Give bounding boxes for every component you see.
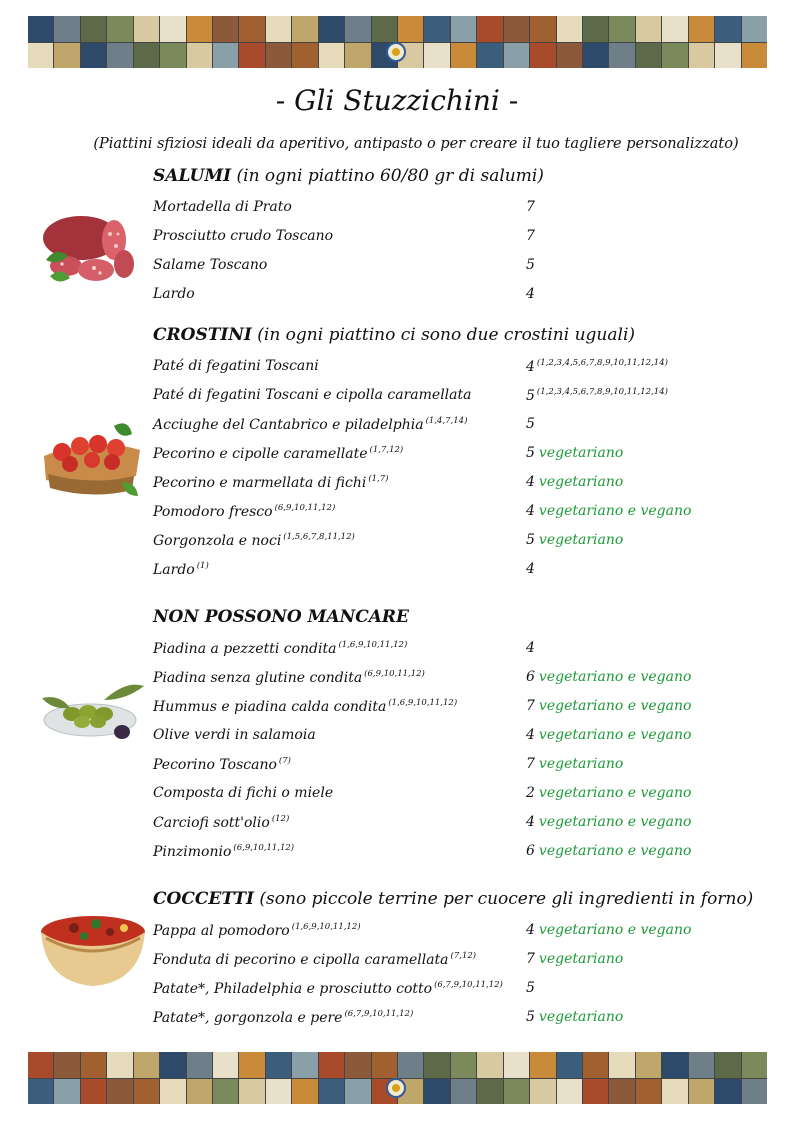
menu-item-name: Pomodoro fresco $^{(6,9,10,11,12)}$ (153, 503, 336, 520)
border-tile (239, 43, 264, 69)
border-tile (187, 43, 212, 69)
border-tile (345, 1052, 370, 1078)
border-tile (372, 16, 397, 42)
menu-item-name: Patate*, gorgonzola e pere $^{(6,7,9,10,11,12)}$ (153, 1009, 414, 1026)
border-tile (239, 1052, 264, 1078)
menu-item-price: 5 vegetariano (526, 532, 624, 548)
border-tile (134, 1079, 159, 1105)
menu-item-price: 4 (526, 640, 535, 656)
menu-item-name: Lardo $^{(1)}$ (153, 561, 209, 578)
diet-tag: vegetariano e vegano (538, 503, 692, 519)
menu-item-price: 4 $^{(1,2,3,4,5,6,7,8,9,10,11,12,14)}$ (526, 358, 668, 375)
border-tile (54, 1079, 79, 1105)
border-tile (372, 1052, 397, 1078)
menu-item-name: Gorgonzola e noci $^{(1,5,6,7,8,11,12)}$ (153, 532, 355, 549)
menu-item-price: 4 (526, 561, 535, 577)
border-tile (81, 43, 106, 69)
allergen-codes: (1,6,9,10,11,12) (291, 922, 361, 932)
menu-item-price: 5 (526, 980, 535, 996)
border-tile (742, 1079, 767, 1105)
menu-item-price: 6 vegetariano e vegano (526, 669, 692, 685)
border-tile (398, 16, 423, 42)
border-tile (28, 43, 53, 69)
menu-item-name: Paté di fegatini Toscani e cipolla caramellata (153, 387, 472, 403)
menu-item-price: 4 vegetariano e vegano (526, 814, 692, 830)
border-tile (689, 16, 714, 42)
border-tile (160, 1079, 185, 1105)
border-tile (54, 43, 79, 69)
menu-item-name: Patate*, Philadelphia e prosciutto cotto $^{(6,7,9,10,11,12)}$ (153, 980, 503, 997)
border-tile (636, 1052, 661, 1078)
border-tile (54, 16, 79, 42)
border-tile (609, 43, 634, 69)
salami-icon (36, 198, 136, 298)
menu-item-price: 4 vegetariano (526, 474, 624, 490)
border-tile (477, 1052, 502, 1078)
diet-tag: vegetariano e vegano (538, 669, 692, 685)
allergen-codes: (1,2,3,4,5,6,7,8,9,10,11,12,14) (536, 358, 668, 368)
menu-item-name: Salame Toscano (153, 257, 268, 273)
border-tile (557, 43, 582, 69)
diet-tag: vegetariano e vegano (538, 785, 692, 801)
border-tile (689, 43, 714, 69)
border-tile (107, 43, 132, 69)
border-tile (319, 16, 344, 42)
page-title: - Gli Stuzzichini - (275, 84, 519, 117)
border-tile (636, 1079, 661, 1105)
menu-item-name: Lardo (153, 286, 195, 302)
menu-item-name: Acciughe del Cantabrico e piladelphia $^{(1,4,7,14)}$ (153, 416, 468, 433)
allergen-codes: (1,4,7,14) (425, 416, 468, 426)
menu-item-name: Paté di fegatini Toscani (153, 358, 319, 374)
allergen-codes: (6,9,10,11,12) (274, 503, 336, 513)
menu-item-price: 7 vegetariano (526, 756, 624, 772)
border-tile (292, 16, 317, 42)
menu-item-price: 2 vegetariano e vegano (526, 785, 692, 801)
border-tile (28, 1052, 53, 1078)
border-tile (54, 1052, 79, 1078)
diet-tag: vegetariano (538, 756, 624, 772)
diet-tag: vegetariano e vegano (538, 922, 692, 938)
border-tile (715, 43, 740, 69)
section-title-coccetti: COCCETTI (sono piccole terrine per cuocere gli ingredienti in forno) (153, 889, 754, 909)
border-tile (530, 1052, 555, 1078)
border-tile (107, 1079, 132, 1105)
border-tile (636, 16, 661, 42)
border-tile (689, 1079, 714, 1105)
diet-tag: vegetariano (538, 1009, 624, 1025)
border-tile (583, 1079, 608, 1105)
border-tile (451, 1079, 476, 1105)
border-tile (345, 43, 370, 69)
menu-item-price: 4 vegetariano e vegano (526, 922, 692, 938)
border-tile (583, 1052, 608, 1078)
border-tile (424, 16, 449, 42)
border-tile (187, 1052, 212, 1078)
border-tile (292, 1052, 317, 1078)
menu-item-name: Pinzimonio $^{(6,9,10,11,12)}$ (153, 843, 295, 860)
section-title-non-possono-mancare: NON POSSONO MANCARE (153, 607, 410, 627)
diet-tag: vegetariano e vegano (538, 814, 692, 830)
border-tile (583, 16, 608, 42)
menu-item-price: 7 vegetariano (526, 951, 624, 967)
border-tile (504, 16, 529, 42)
border-tile (742, 16, 767, 42)
menu-item-name: Mortadella di Prato (153, 199, 292, 215)
menu-item-price: 7 (526, 199, 535, 215)
border-tile (715, 1079, 740, 1105)
border-tile (107, 16, 132, 42)
menu-item-price: 4 vegetariano e vegano (526, 503, 692, 519)
diet-tag: vegetariano e vegano (538, 727, 692, 743)
border-tile (213, 1079, 238, 1105)
allergen-codes: (7,12) (450, 951, 477, 961)
border-tile (477, 16, 502, 42)
allergen-codes: (6,9,10,11,12) (233, 843, 295, 853)
menu-item-price: 4 vegetariano e vegano (526, 727, 692, 743)
border-tile (530, 1079, 555, 1105)
allergen-codes: (7) (278, 756, 291, 766)
border-tile (292, 1079, 317, 1105)
menu-item-name: Fonduta di pecorino e cipolla caramellata $^{(7,12)}$ (153, 951, 477, 968)
diet-tag: vegetariano e vegano (538, 843, 692, 859)
border-tile (398, 1052, 423, 1078)
soup-bowl-icon (40, 908, 146, 988)
border-tile (319, 1052, 344, 1078)
allergen-codes: (12) (271, 814, 290, 824)
menu-item-price: 5 vegetariano (526, 445, 624, 461)
menu-item-price: 5 $^{(1,2,3,4,5,6,7,8,9,10,11,12,14)}$ (526, 387, 668, 404)
menu-item-price: 4 (526, 286, 535, 302)
border-tile (557, 16, 582, 42)
border-tile (557, 1052, 582, 1078)
border-tile (557, 1079, 582, 1105)
border-tile (609, 1079, 634, 1105)
menu-item-price: 5 (526, 257, 535, 273)
allergen-codes: (6,9,10,11,12) (364, 669, 425, 679)
allergen-codes: (6,7,9,10,11,12) (344, 1009, 414, 1019)
border-tile (81, 1079, 106, 1105)
border-tile (187, 1079, 212, 1105)
border-tile (689, 1052, 714, 1078)
border-tile (28, 1079, 53, 1105)
menu-item-name: Piadina a pezzetti condita $^{(1,6,9,10,11,12)}$ (153, 640, 408, 657)
menu-item-name: Pecorino e marmellata di fichi $^{(1,7)}$ (153, 474, 389, 491)
border-tile (187, 16, 212, 42)
border-tile (477, 43, 502, 69)
section-title-crostini: CROSTINI (in ogni piattino ci sono due crostini uguali) (153, 325, 636, 345)
border-tile (609, 16, 634, 42)
allergen-codes: (6,7,9,10,11,12) (434, 980, 503, 990)
border-tile (107, 1052, 132, 1078)
border-tile (424, 1079, 449, 1105)
border-tile (451, 43, 476, 69)
border-tile (28, 16, 53, 42)
menu-item-price: 7 (526, 228, 535, 244)
menu-item-price: 5 (526, 416, 535, 432)
border-tile (715, 16, 740, 42)
bruschetta-icon (40, 412, 144, 508)
border-tile (530, 43, 555, 69)
border-tile (583, 43, 608, 69)
border-tile (504, 43, 529, 69)
border-tile (424, 43, 449, 69)
border-tile (715, 1052, 740, 1078)
border-tile (266, 1079, 291, 1105)
border-tile (609, 1052, 634, 1078)
border-tile (160, 43, 185, 69)
border-tile (345, 16, 370, 42)
menu-item-name: Pappa al pomodoro $^{(1,6,9,10,11,12)}$ (153, 922, 361, 939)
border-tile (134, 43, 159, 69)
section-title-salumi: SALUMI (in ogni piattino 60/80 gr di salumi) (153, 166, 544, 186)
border-tile (213, 16, 238, 42)
page-subtitle: (Piattini sfiziosi ideali da aperitivo, antipasto o per creare il tuo tagliere personalizzato) (93, 136, 739, 152)
diet-tag: vegetariano (538, 951, 624, 967)
allergen-codes: (1,7,12) (369, 445, 404, 455)
menu-item-name: Pecorino e cipolle caramellate $^{(1,7,12)}$ (153, 445, 404, 462)
diet-tag: vegetariano e vegano (538, 698, 692, 714)
menu-item-name: Pecorino Toscano $^{(7)}$ (153, 756, 291, 773)
border-tile (424, 1052, 449, 1078)
menu-item-name: Hummus e piadina calda condita $^{(1,6,9,10,11,12)}$ (153, 698, 458, 715)
border-tile (742, 43, 767, 69)
border-tile (451, 1052, 476, 1078)
border-tile (742, 1052, 767, 1078)
border-tile (266, 16, 291, 42)
border-tile (134, 1052, 159, 1078)
border-tile (319, 1079, 344, 1105)
diet-tag: vegetariano (538, 445, 624, 461)
border-tile (160, 1052, 185, 1078)
tile-medallion-icon (386, 42, 406, 62)
border-tile (134, 16, 159, 42)
border-tile (81, 1052, 106, 1078)
menu-item-name: Composta di fichi o miele (153, 785, 334, 801)
menu-item-price: 7 vegetariano e vegano (526, 698, 692, 714)
allergen-codes: (1,6,9,10,11,12) (388, 698, 458, 708)
border-tile (266, 43, 291, 69)
allergen-codes: (1) (196, 561, 209, 571)
border-tile (662, 43, 687, 69)
olives-icon (38, 678, 148, 744)
diet-tag: vegetariano (538, 532, 624, 548)
allergen-codes: (1,2,3,4,5,6,7,8,9,10,11,12,14) (536, 387, 668, 397)
border-tile (662, 1079, 687, 1105)
border-tile (266, 1052, 291, 1078)
border-tile (662, 16, 687, 42)
border-tile (504, 1079, 529, 1105)
menu-item-name: Piadina senza glutine condita $^{(6,9,10,11,12)}$ (153, 669, 425, 686)
menu-item-price: 5 vegetariano (526, 1009, 624, 1025)
menu-item-name: Olive verdi in salamoia (153, 727, 316, 743)
border-tile (662, 1052, 687, 1078)
menu-item-price: 6 vegetariano e vegano (526, 843, 692, 859)
allergen-codes: (1,6,9,10,11,12) (338, 640, 408, 650)
border-tile (504, 1052, 529, 1078)
border-tile (319, 43, 344, 69)
border-tile (345, 1079, 370, 1105)
border-tile (213, 43, 238, 69)
border-tile (213, 1052, 238, 1078)
border-tile (530, 16, 555, 42)
border-tile (239, 1079, 264, 1105)
border-tile (239, 16, 264, 42)
diet-tag: vegetariano (538, 474, 624, 490)
border-tile (451, 16, 476, 42)
allergen-codes: (1,5,6,7,8,11,12) (283, 532, 355, 542)
menu-item-name: Carciofi sott'olio $^{(12)}$ (153, 814, 290, 831)
border-tile (636, 43, 661, 69)
menu-item-name: Prosciutto crudo Toscano (153, 228, 334, 244)
border-tile (292, 43, 317, 69)
allergen-codes: (1,7) (368, 474, 389, 484)
tile-medallion-icon (386, 1078, 406, 1098)
border-tile (477, 1079, 502, 1105)
border-tile (160, 16, 185, 42)
border-tile (81, 16, 106, 42)
